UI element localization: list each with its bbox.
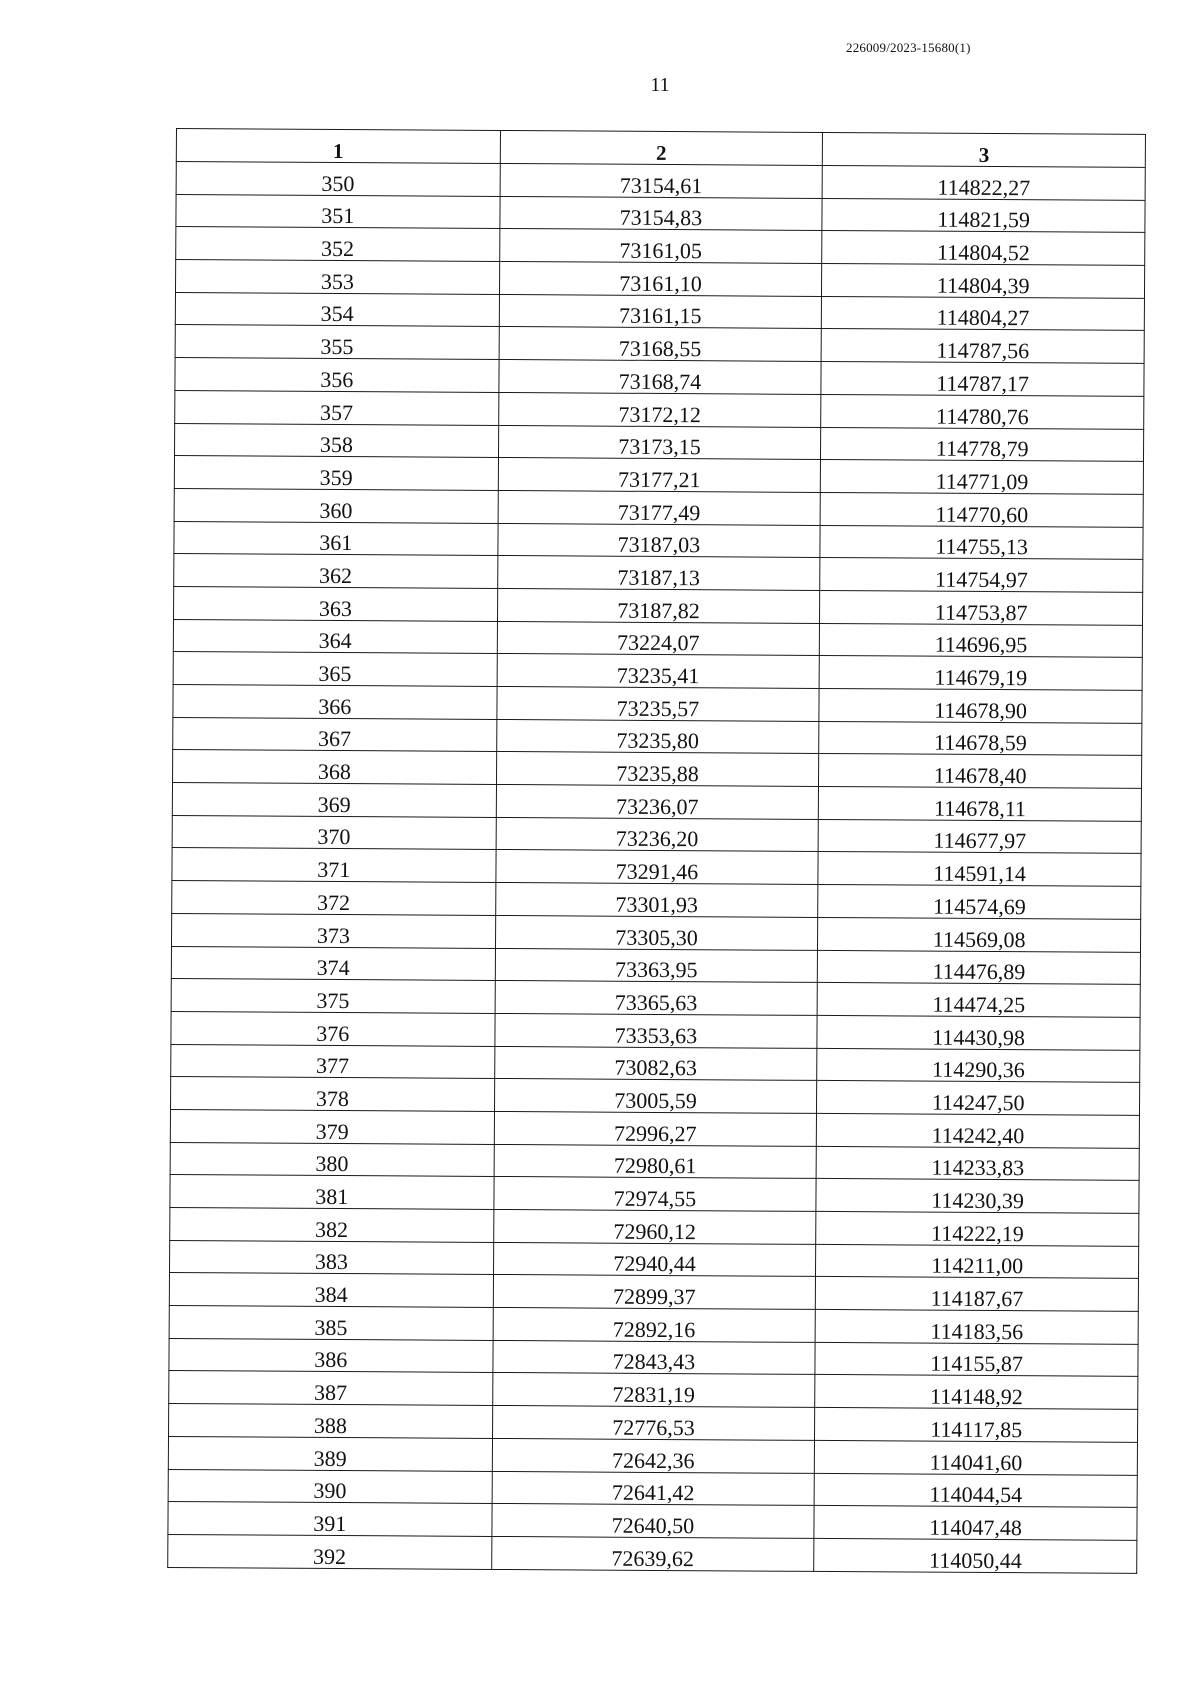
table-row (176, 227, 1145, 266)
y-coordinate-cell: 114755,13 (820, 525, 1143, 560)
x-coordinate-cell: 73154,83 (499, 196, 822, 231)
table-row (170, 1109, 1139, 1148)
table-row (175, 292, 1144, 331)
table-row (170, 1207, 1139, 1246)
table-row (173, 619, 1142, 658)
table-row (173, 652, 1142, 691)
x-coordinate-cell: 72974,55 (494, 1177, 817, 1212)
table-row (170, 1240, 1139, 1279)
x-coordinate-cell: 73005,59 (494, 1079, 817, 1114)
table-row (173, 586, 1142, 625)
y-coordinate-cell: 114787,56 (821, 329, 1144, 364)
point-number-cell: 376 (171, 1011, 495, 1046)
x-coordinate-cell: 73236,20 (496, 817, 819, 852)
point-number-cell: 366 (173, 684, 497, 719)
y-coordinate-cell: 114242,40 (817, 1113, 1140, 1148)
point-number-cell: 359 (174, 456, 498, 491)
table-row (174, 423, 1143, 462)
y-coordinate-cell: 114290,36 (817, 1048, 1140, 1083)
table-row (171, 1011, 1140, 1050)
table-row (171, 1044, 1140, 1083)
table-row (172, 848, 1141, 887)
point-number-cell: 372 (172, 881, 496, 916)
table-row (171, 946, 1140, 985)
x-coordinate-cell: 73187,82 (497, 588, 820, 623)
table-row (172, 881, 1141, 920)
x-coordinate-cell: 73363,95 (495, 948, 818, 983)
table-row (168, 1534, 1137, 1573)
table-row (171, 979, 1140, 1018)
y-coordinate-cell: 114211,00 (816, 1244, 1139, 1279)
point-number-cell: 374 (171, 946, 495, 981)
y-coordinate-cell: 114183,56 (815, 1309, 1138, 1344)
x-coordinate-cell: 73173,15 (498, 425, 821, 460)
point-number-cell: 363 (173, 586, 497, 621)
x-coordinate-cell: 72640,50 (492, 1504, 815, 1539)
y-coordinate-cell: 114678,40 (819, 754, 1142, 789)
y-coordinate-cell: 114233,83 (816, 1146, 1139, 1181)
table-row (173, 750, 1142, 789)
y-coordinate-cell: 114569,08 (818, 917, 1141, 952)
x-coordinate-cell: 72940,44 (493, 1242, 816, 1277)
column-header-2: 2 (500, 130, 823, 165)
point-number-cell: 365 (173, 652, 497, 687)
table-row (174, 521, 1143, 560)
x-coordinate-cell: 72641,42 (492, 1471, 815, 1506)
point-number-cell: 377 (171, 1044, 495, 1079)
y-coordinate-cell: 114574,69 (818, 885, 1141, 920)
point-number-cell: 368 (173, 750, 497, 785)
table-row (175, 260, 1144, 299)
table-row (176, 194, 1145, 233)
point-number-cell: 380 (170, 1142, 494, 1177)
table-row (171, 1077, 1140, 1116)
y-coordinate-cell: 114247,50 (817, 1081, 1140, 1116)
x-coordinate-cell: 73235,57 (497, 686, 820, 721)
point-number-cell: 354 (175, 292, 499, 327)
point-number-cell: 391 (168, 1502, 492, 1537)
point-number-cell: 356 (175, 358, 499, 393)
x-coordinate-cell: 73168,74 (499, 360, 822, 395)
y-coordinate-cell: 114754,97 (820, 558, 1143, 593)
point-number-cell: 350 (176, 162, 500, 197)
y-coordinate-cell: 114678,90 (819, 688, 1142, 723)
table-row (172, 783, 1141, 822)
x-coordinate-cell: 73235,41 (497, 654, 820, 689)
table-row (169, 1404, 1138, 1443)
y-coordinate-cell: 114155,87 (815, 1342, 1138, 1377)
point-number-cell: 386 (169, 1338, 493, 1373)
x-coordinate-cell: 73082,63 (494, 1046, 817, 1081)
x-coordinate-cell: 72892,16 (493, 1308, 816, 1343)
y-coordinate-cell: 114771,09 (821, 460, 1144, 495)
point-number-cell: 379 (170, 1109, 494, 1144)
document-reference-number: 226009/2023-15680(1) (846, 40, 971, 55)
table-row (173, 684, 1142, 723)
x-coordinate-cell: 72960,12 (493, 1209, 816, 1244)
y-coordinate-cell: 114678,11 (819, 787, 1142, 822)
table-row (175, 358, 1144, 397)
x-coordinate-cell: 73224,07 (497, 621, 820, 656)
y-coordinate-cell: 114787,17 (821, 362, 1144, 397)
point-number-cell: 369 (172, 783, 496, 818)
y-coordinate-cell: 114778,79 (821, 427, 1144, 462)
point-number-cell: 355 (175, 325, 499, 360)
x-coordinate-cell: 73187,13 (497, 556, 820, 591)
point-number-cell: 382 (170, 1207, 494, 1242)
x-coordinate-cell: 73154,61 (500, 163, 823, 198)
y-coordinate-cell: 114804,27 (822, 296, 1145, 331)
x-coordinate-cell: 72831,19 (492, 1373, 815, 1408)
table-row (168, 1436, 1137, 1475)
x-coordinate-cell: 73236,07 (496, 785, 819, 820)
y-coordinate-cell: 114804,52 (822, 231, 1145, 266)
y-coordinate-cell: 114677,97 (818, 819, 1141, 854)
x-coordinate-cell: 73187,03 (498, 523, 821, 558)
table-row (169, 1371, 1138, 1410)
point-number-cell: 371 (172, 848, 496, 883)
point-number-cell: 361 (174, 521, 498, 556)
y-coordinate-cell: 114222,19 (816, 1211, 1139, 1246)
point-number-cell: 364 (173, 619, 497, 654)
table-row (173, 717, 1142, 756)
x-coordinate-cell: 72639,62 (491, 1536, 814, 1571)
table-row (175, 390, 1144, 429)
y-coordinate-cell: 114044,54 (814, 1473, 1137, 1508)
point-number-cell: 357 (175, 390, 499, 425)
x-coordinate-cell: 73353,63 (495, 1013, 818, 1048)
y-coordinate-cell: 114678,59 (819, 721, 1142, 756)
coordinates-table (167, 128, 1146, 1573)
point-number-cell: 389 (168, 1436, 492, 1471)
x-coordinate-cell: 73177,21 (498, 458, 821, 493)
point-number-cell: 383 (170, 1240, 494, 1275)
point-number-cell: 352 (176, 227, 500, 262)
y-coordinate-cell: 114187,67 (816, 1277, 1139, 1312)
y-coordinate-cell: 114041,60 (815, 1440, 1138, 1475)
point-number-cell: 384 (169, 1273, 493, 1308)
table-row (174, 456, 1143, 495)
table-row (170, 1175, 1139, 1214)
column-header-3: 3 (823, 132, 1146, 167)
x-coordinate-cell: 72776,53 (492, 1406, 815, 1441)
y-coordinate-cell: 114780,76 (821, 394, 1144, 429)
point-number-cell: 387 (169, 1371, 493, 1406)
y-coordinate-cell: 114148,92 (815, 1375, 1138, 1410)
point-number-cell: 381 (170, 1175, 494, 1210)
x-coordinate-cell: 72843,43 (493, 1340, 816, 1375)
x-coordinate-cell: 73168,55 (499, 327, 822, 362)
x-coordinate-cell: 73161,15 (499, 294, 822, 329)
x-coordinate-cell: 73161,10 (499, 262, 822, 297)
column-header-1: 1 (176, 129, 500, 164)
x-coordinate-cell: 72996,27 (494, 1111, 817, 1146)
point-number-cell: 362 (174, 554, 498, 589)
table-row (174, 554, 1143, 593)
y-coordinate-cell: 114430,98 (817, 1015, 1140, 1050)
table-row (169, 1306, 1138, 1345)
y-coordinate-cell: 114770,60 (820, 492, 1143, 527)
x-coordinate-cell: 73172,12 (498, 392, 821, 427)
y-coordinate-cell: 114753,87 (820, 590, 1143, 625)
page-number: 11 (650, 74, 670, 96)
table-body (168, 162, 1146, 1573)
point-number-cell: 370 (172, 815, 496, 850)
table-row (168, 1469, 1137, 1508)
point-number-cell: 392 (168, 1534, 492, 1569)
x-coordinate-cell: 72899,37 (493, 1275, 816, 1310)
point-number-cell: 367 (173, 717, 497, 752)
table-row (174, 488, 1143, 527)
point-number-cell: 378 (171, 1077, 495, 1112)
x-coordinate-cell: 73235,80 (496, 719, 819, 754)
y-coordinate-cell: 114679,19 (819, 656, 1142, 691)
point-number-cell: 385 (169, 1306, 493, 1341)
table-row (168, 1502, 1137, 1541)
point-number-cell: 358 (174, 423, 498, 458)
y-coordinate-cell: 114230,39 (816, 1179, 1139, 1214)
point-number-cell: 353 (175, 260, 499, 295)
y-coordinate-cell: 114822,27 (822, 165, 1145, 200)
x-coordinate-cell: 73291,46 (496, 850, 819, 885)
x-coordinate-cell: 73301,93 (495, 883, 818, 918)
point-number-cell: 375 (171, 979, 495, 1014)
y-coordinate-cell: 114047,48 (814, 1506, 1137, 1541)
point-number-cell: 388 (169, 1404, 493, 1439)
y-coordinate-cell: 114804,39 (822, 264, 1145, 299)
x-coordinate-cell: 73365,63 (495, 981, 818, 1016)
x-coordinate-cell: 72980,61 (494, 1144, 817, 1179)
point-number-cell: 390 (168, 1469, 492, 1504)
x-coordinate-cell: 72642,36 (492, 1438, 815, 1473)
point-number-cell: 360 (174, 488, 498, 523)
x-coordinate-cell: 73177,49 (498, 490, 821, 525)
y-coordinate-cell: 114696,95 (820, 623, 1143, 658)
x-coordinate-cell: 73235,88 (496, 752, 819, 787)
y-coordinate-cell: 114591,14 (818, 852, 1141, 887)
table-row (175, 325, 1144, 364)
x-coordinate-cell: 73305,30 (495, 915, 818, 950)
y-coordinate-cell: 114050,44 (814, 1538, 1137, 1573)
y-coordinate-cell: 114476,89 (818, 950, 1141, 985)
table-row (172, 913, 1141, 952)
point-number-cell: 351 (176, 194, 500, 229)
table-row (176, 162, 1145, 201)
table-row (170, 1142, 1139, 1181)
point-number-cell: 373 (172, 913, 496, 948)
y-coordinate-cell: 114821,59 (822, 198, 1145, 233)
table-row (169, 1273, 1138, 1312)
table-row (172, 815, 1141, 854)
table-row (169, 1338, 1138, 1377)
y-coordinate-cell: 114474,25 (817, 983, 1140, 1018)
x-coordinate-cell: 73161,05 (499, 229, 822, 264)
y-coordinate-cell: 114117,85 (815, 1408, 1138, 1443)
